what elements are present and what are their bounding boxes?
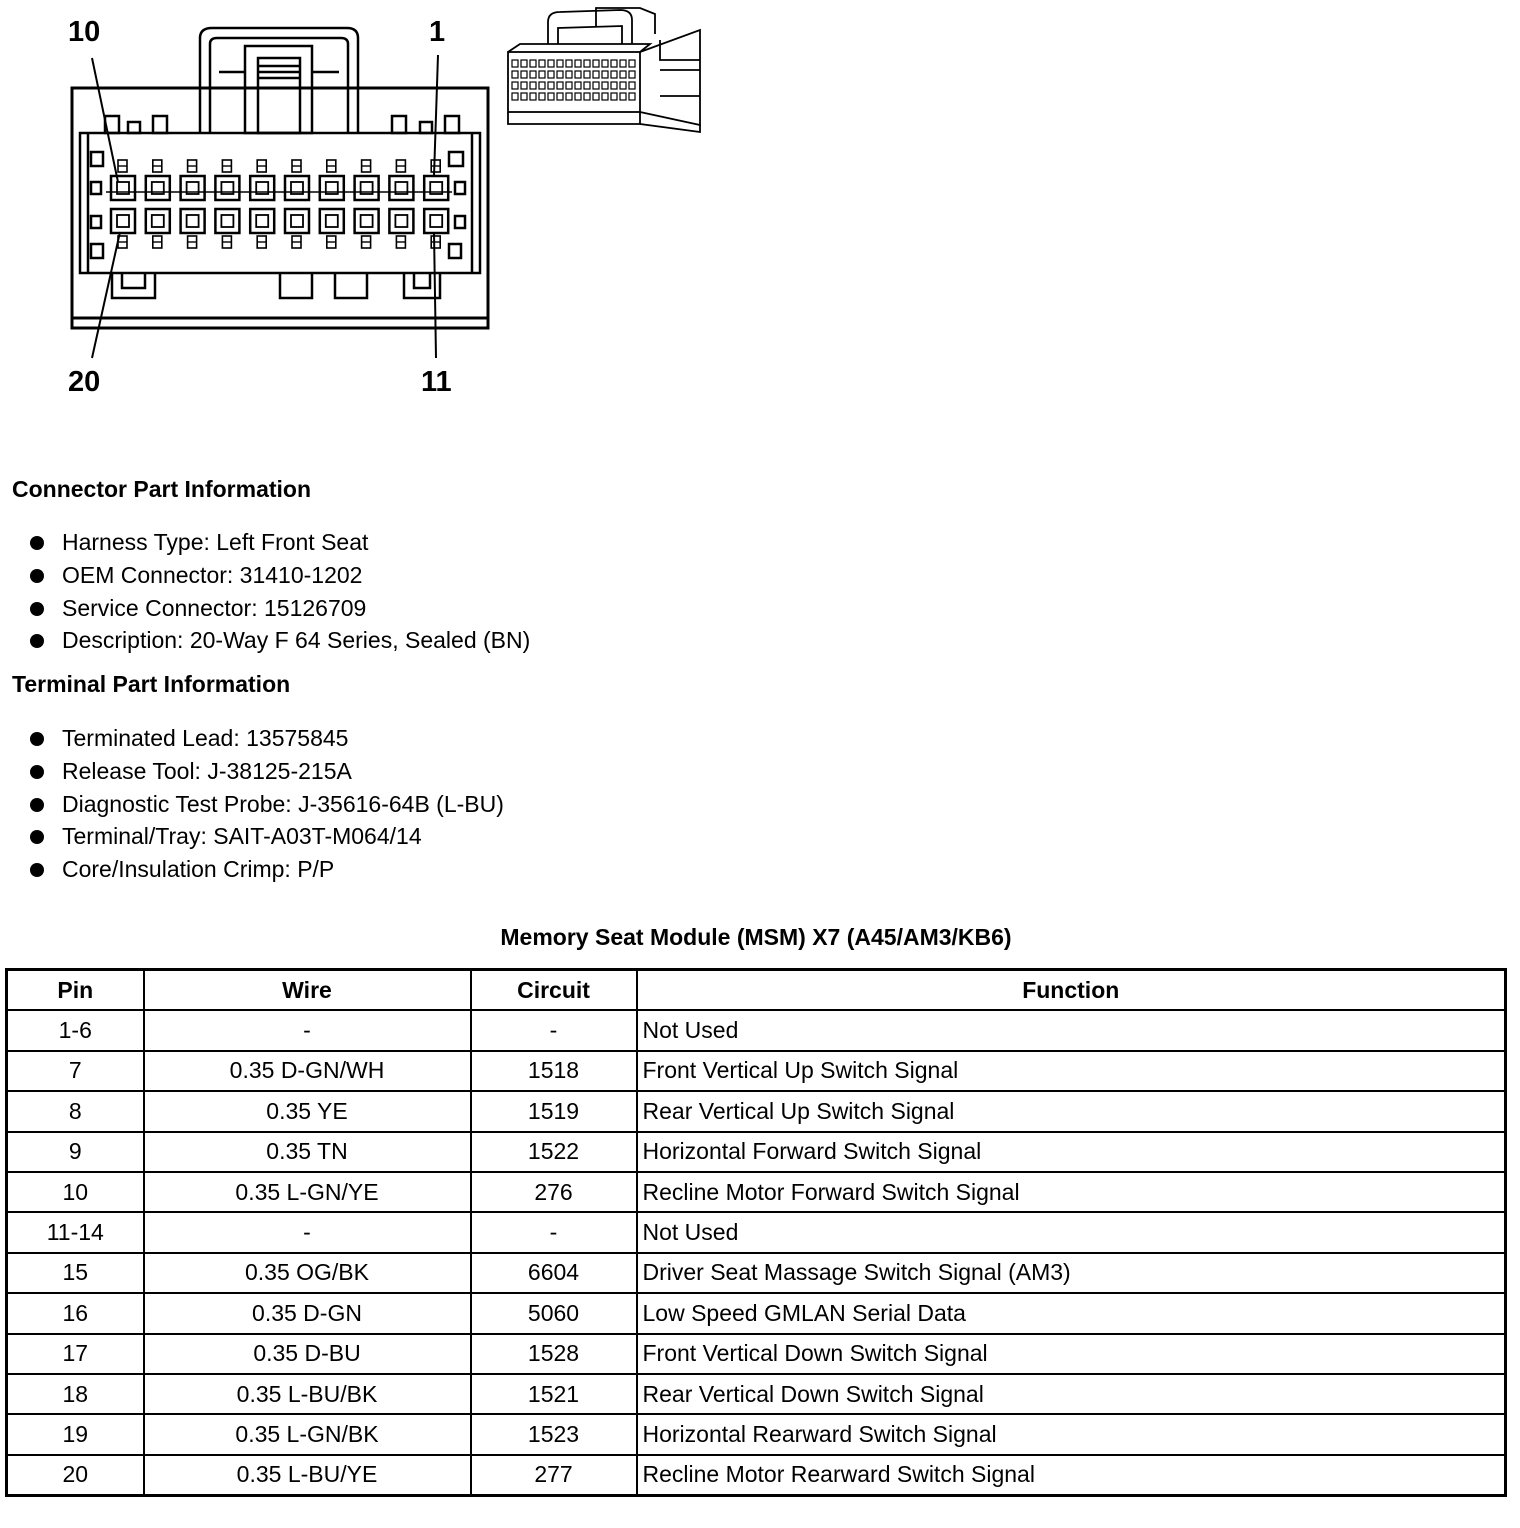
mini-terminal-cavity [593,71,599,78]
mini-terminal-cavity [629,93,635,100]
circuit-cell: - [471,1010,637,1050]
function-cell: Not Used [637,1010,1506,1050]
mini-terminal-cavity [557,60,563,67]
function-cell: Driver Seat Massage Switch Signal (AM3) [637,1253,1506,1293]
pin-table-caption: Memory Seat Module (MSM) X7 (A45/AM3/KB6) [500,924,1012,950]
function-cell: Front Vertical Up Switch Signal [637,1051,1506,1091]
circuit-cell: 1521 [471,1374,637,1414]
mini-terminal-cavity [548,60,554,67]
mini-terminal-cavity [566,71,572,78]
terminal-cavity [320,209,344,248]
circuit-cell: 1523 [471,1414,637,1454]
mini-terminal-cavity [584,71,590,78]
terminal-cavity [389,209,413,248]
pin-cell: 1-6 [7,1010,144,1050]
terminal-cavity [424,160,448,200]
pin-label-10: 10 [68,16,101,48]
mini-terminal-cavity [620,82,626,89]
wire-cell: 0.35 OG/BK [144,1253,471,1293]
function-cell: Rear Vertical Up Switch Signal [637,1091,1506,1131]
mini-terminal-cavity [593,60,599,67]
column-header-wire: Wire [144,970,471,1011]
mini-terminal-cavity [620,93,626,100]
mini-terminal-cavity [539,71,545,78]
terminal-part-info-heading: Terminal Part Information [12,671,291,697]
table-row [7,1132,1506,1172]
mini-terminal-cavity [548,71,554,78]
pin-label-1: 1 [429,16,446,48]
table-row [7,1253,1506,1293]
list-item: Terminal/Tray: SAIT-A03T-M064/14 [28,820,504,853]
pin-cell: 20 [7,1455,144,1496]
table-row [7,1212,1506,1252]
terminal-cavity [285,160,309,200]
mini-terminal-cavity [629,60,635,67]
terminal-cavity [250,209,274,248]
mini-terminal-cavity [602,93,608,100]
mini-terminal-cavity [512,71,518,78]
mini-terminal-cavity [557,82,563,89]
mini-terminal-cavity [575,60,581,67]
terminal-cavity [181,209,205,248]
pin-label-11: 11 [421,366,452,398]
mini-terminal-cavity [611,93,617,100]
mini-terminal-cavity [521,82,527,89]
wire-cell: 0.35 D-BU [144,1334,471,1374]
terminal-cavity [389,160,413,200]
wire-cell: 0.35 TN [144,1132,471,1172]
mini-terminal-cavity [512,82,518,89]
column-header-function: Function [637,970,1506,1011]
mini-terminal-cavity [575,93,581,100]
wire-cell: 0.35 D-GN/WH [144,1051,471,1091]
function-cell: Not Used [637,1212,1506,1252]
pin-cell: 10 [7,1172,144,1212]
terminal-cavity [320,160,344,200]
circuit-cell: 1522 [471,1132,637,1172]
mini-terminal-cavity [512,60,518,67]
mini-terminal-cavity [575,71,581,78]
function-cell: Horizontal Forward Switch Signal [637,1132,1506,1172]
wire-cell: - [144,1212,471,1252]
wire-cell: 0.35 D-GN [144,1293,471,1333]
mini-terminal-cavity [584,60,590,67]
table-row [7,1010,1506,1050]
mini-terminal-cavity [575,82,581,89]
circuit-cell: 277 [471,1455,637,1496]
table-row [7,1091,1506,1131]
mini-terminal-cavity [602,60,608,67]
table-header-row [7,970,1506,1011]
terminal-cavity [250,160,274,200]
mini-terminal-cavity [629,82,635,89]
mini-terminal-cavity [557,71,563,78]
table-row [7,1172,1506,1212]
pin-label-20: 20 [68,366,101,398]
wire-cell: 0.35 L-GN/BK [144,1414,471,1454]
terminal-cavity [424,209,448,248]
mini-terminal-cavity [611,71,617,78]
terminal-cavity [146,160,170,200]
mini-terminal-cavity [548,82,554,89]
terminal-cavity [215,209,239,248]
pin-cell: 16 [7,1293,144,1333]
list-item: Diagnostic Test Probe: J-35616-64B (L-BU) [28,788,504,821]
wire-cell: - [144,1010,471,1050]
column-header-circuit: Circuit [471,970,637,1011]
list-item: Harness Type: Left Front Seat [28,526,530,559]
pin-cell: 11-14 [7,1212,144,1252]
wire-cell: 0.35 L-BU/BK [144,1374,471,1414]
circuit-cell: - [471,1212,637,1252]
terminal-cavity [181,160,205,200]
mini-terminal-cavity [602,82,608,89]
function-cell: Low Speed GMLAN Serial Data [637,1293,1506,1333]
pin-cell: 17 [7,1334,144,1374]
connector-part-info-list [28,526,530,657]
mini-terminal-cavity [530,71,536,78]
circuit-cell: 6604 [471,1253,637,1293]
mini-terminal-cavity [557,93,563,100]
mini-terminal-cavity [620,71,626,78]
circuit-cell: 5060 [471,1293,637,1333]
mini-terminal-cavity [530,82,536,89]
pin-cell: 7 [7,1051,144,1091]
table-row [7,1051,1506,1091]
mini-terminal-cavity [512,93,518,100]
table-row [7,1374,1506,1414]
mini-terminal-cavity [521,60,527,67]
list-item: Description: 20-Way F 64 Series, Sealed (BN) [28,624,530,657]
wire-cell: 0.35 L-GN/YE [144,1172,471,1212]
mini-terminal-cavity [611,82,617,89]
function-cell: Rear Vertical Down Switch Signal [637,1374,1506,1414]
mini-terminal-cavity [602,71,608,78]
table-row [7,1293,1506,1333]
mini-terminal-cavity [611,60,617,67]
table-row [7,1455,1506,1496]
table-row [7,1414,1506,1454]
pin-cell: 9 [7,1132,144,1172]
wire-cell: 0.35 L-BU/YE [144,1455,471,1496]
terminal-cavity [111,209,135,248]
circuit-cell: 1518 [471,1051,637,1091]
list-item: Terminated Lead: 13575845 [28,722,504,755]
mini-terminal-cavity [566,82,572,89]
mini-terminal-cavity [539,82,545,89]
column-header-pin: Pin [7,970,144,1011]
circuit-cell: 1528 [471,1334,637,1374]
pin-cell: 19 [7,1414,144,1454]
connector-part-info-heading: Connector Part Information [12,476,312,502]
mini-terminal-cavity [530,60,536,67]
function-cell: Recline Motor Rearward Switch Signal [637,1455,1506,1496]
mini-terminal-cavity [566,60,572,67]
mini-terminal-cavity [593,93,599,100]
mini-terminal-cavity [629,71,635,78]
circuit-cell: 1519 [471,1091,637,1131]
function-cell: Front Vertical Down Switch Signal [637,1334,1506,1374]
pin-cell: 15 [7,1253,144,1293]
list-item: Service Connector: 15126709 [28,592,530,625]
mini-terminal-cavity [521,71,527,78]
function-cell: Recline Motor Forward Switch Signal [637,1172,1506,1212]
mini-terminal-cavity [584,82,590,89]
wire-cell: 0.35 YE [144,1091,471,1131]
terminal-cavity [146,209,170,248]
list-item: Core/Insulation Crimp: P/P [28,853,504,886]
mini-terminal-cavity [530,93,536,100]
pin-cell: 18 [7,1374,144,1414]
terminal-cavity [215,160,239,200]
terminal-part-info-list [28,722,504,886]
pin-table [5,968,1507,1497]
mini-terminal-cavity [539,93,545,100]
mini-terminal-cavity [620,60,626,67]
connector-diagram [0,0,720,420]
terminal-cavity [355,209,379,248]
connector-face-drawing [0,0,720,420]
mini-terminal-cavity [521,93,527,100]
circuit-cell: 276 [471,1172,637,1212]
pin-cell: 8 [7,1091,144,1131]
mini-terminal-cavity [539,60,545,67]
terminal-cavity [355,160,379,200]
mini-terminal-cavity [548,93,554,100]
table-row [7,1334,1506,1374]
list-item: Release Tool: J-38125-215A [28,755,504,788]
mini-terminal-cavity [566,93,572,100]
terminal-cavity [285,209,309,248]
list-item: OEM Connector: 31410-1202 [28,559,530,592]
mini-terminal-cavity [584,93,590,100]
mini-terminal-cavity [593,82,599,89]
function-cell: Horizontal Rearward Switch Signal [637,1414,1506,1454]
